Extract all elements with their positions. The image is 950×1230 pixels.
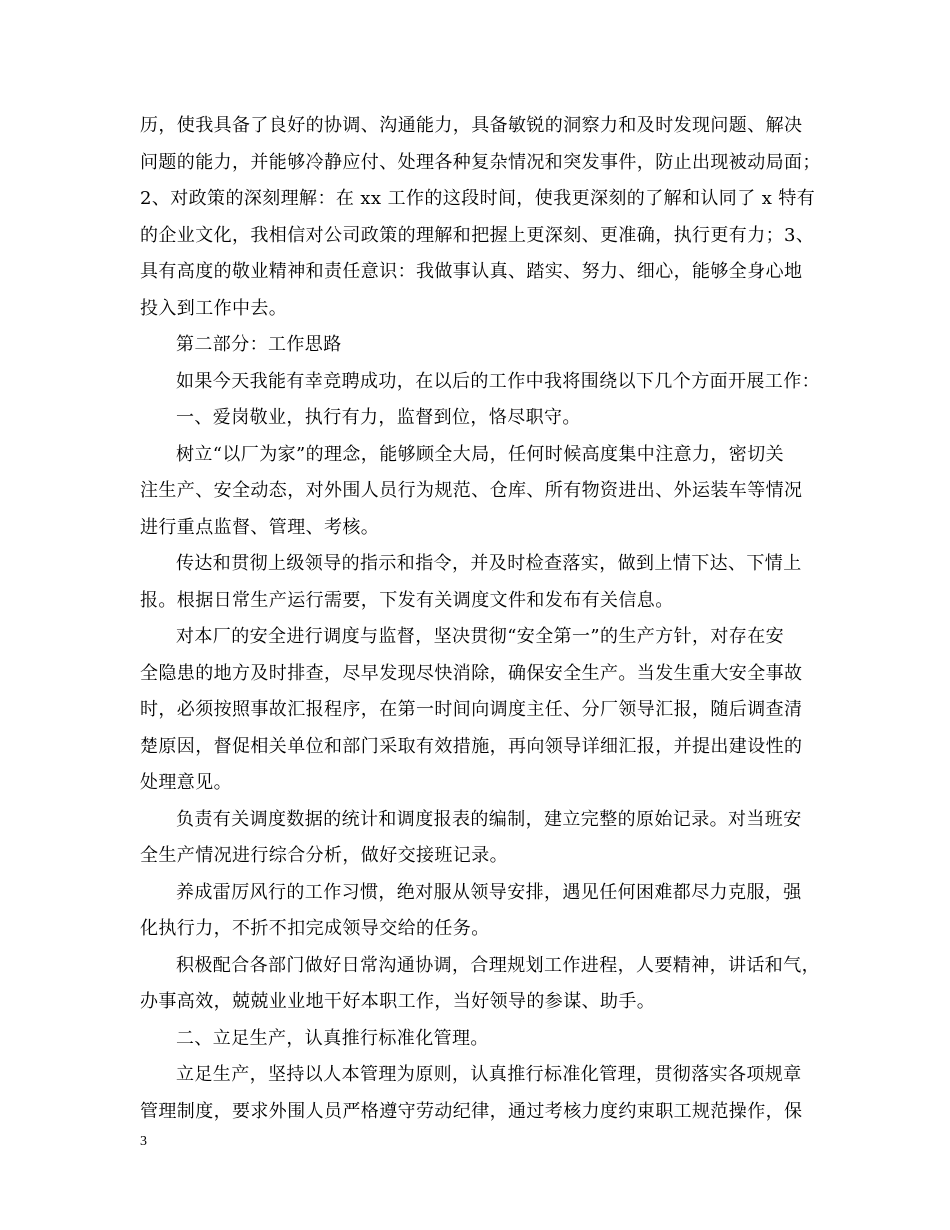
document-body — [140, 108, 820, 1130]
text-line: 的企业文化，我相信对公司政策的理解和把握上更深刻、更准确，执行更有力；3、 — [140, 224, 815, 246]
text-line: 养成雷厉风行的工作习惯，绝对服从领导安排，遇见任何困难都尽力克服，强 — [176, 881, 802, 903]
text-line: 2、对政策的深刻理解：在 xx 工作的这段时间，使我更深刻的了解和认同了 x 特有 — [140, 188, 816, 209]
text-line: 全隐患的地方及时排查，尽早发现尽快消除，确保安全生产。当发生重大安全事故 — [140, 662, 803, 684]
text-line: 传达和贯彻上级领导的指示和指令，并及时检查落实，做到上情下达、下情上 — [176, 553, 802, 574]
text-line: 进行重点监督、管理、考核。 — [140, 516, 380, 538]
text-line: 负责有关调度数据的统计和调度报表的编制，建立完整的原始记录。对当班安 — [176, 808, 802, 830]
text-line: 管理制度，要求外围人员严格遵守劳动纪律，通过考核力度约束职工规范操作，保 — [140, 1100, 803, 1122]
text-line: 投入到工作中去。 — [140, 297, 288, 319]
text-line: 处理意见。 — [140, 772, 232, 793]
text-line: 全生产情况进行综合分析，做好交接班记录。 — [140, 845, 508, 866]
text-line: 树立“以厂为家”的理念，能够顾全大局，任何时候高度集中注意力，密切关 — [176, 443, 785, 465]
text-line: 化执行力，不折不扣完成领导交给的任务。 — [140, 918, 490, 939]
text-line: 时，必须按照事故汇报程序，在第一时间向调度主任、分厂领导汇报，随后调查清 — [140, 699, 803, 720]
text-line: 注生产、安全动态，对外围人员行为规范、仓库、所有物资进出、外运装车等情况 — [140, 480, 803, 501]
text-line: 积极配合各部门做好日常沟通协调，合理规划工作进程，人要精神，讲话和气， — [176, 954, 820, 976]
text-line: 第二部分：工作思路 — [176, 334, 342, 355]
text-line: 历，使我具备了良好的协调、沟通能力，具备敏锐的洞察力和及时发现问题、解决 — [140, 115, 803, 136]
text-line: 一、爱岗敬业，执行有力，监督到位，恪尽职守。 — [176, 407, 581, 428]
page-number: 3 — [140, 1134, 147, 1149]
text-line: 问题的能力，并能够冷静应付、处理各种复杂情况和突发事件，防止出现被动局面； — [140, 151, 821, 173]
text-line: 楚原因，督促相关单位和部门采取有效措施，再向领导详细汇报，并提出建设性的 — [140, 735, 803, 757]
text-line: 二、立足生产，认真推行标准化管理。 — [176, 1027, 489, 1049]
text-line: 报。根据日常生产运行需要，下发有关调度文件和发布有关信息。 — [140, 589, 674, 611]
text-line: 对本厂的安全进行调度与监督，坚决贯彻“安全第一”的生产方针，对存在安 — [176, 626, 785, 647]
text-line: 办事高效，兢兢业业地干好本职工作，当好领导的参谋、助手。 — [140, 991, 656, 1012]
text-line: 立足生产，坚持以人本管理为原则，认真推行标准化管理，贯彻落实各项规章 — [176, 1064, 802, 1085]
text-line: 具有高度的敬业精神和责任意识：我做事认真、踏实、努力、细心，能够全身心地 — [140, 261, 803, 282]
text-line: 如果今天我能有幸竞聘成功，在以后的工作中我将围绕以下几个方面开展工作： — [176, 370, 820, 392]
